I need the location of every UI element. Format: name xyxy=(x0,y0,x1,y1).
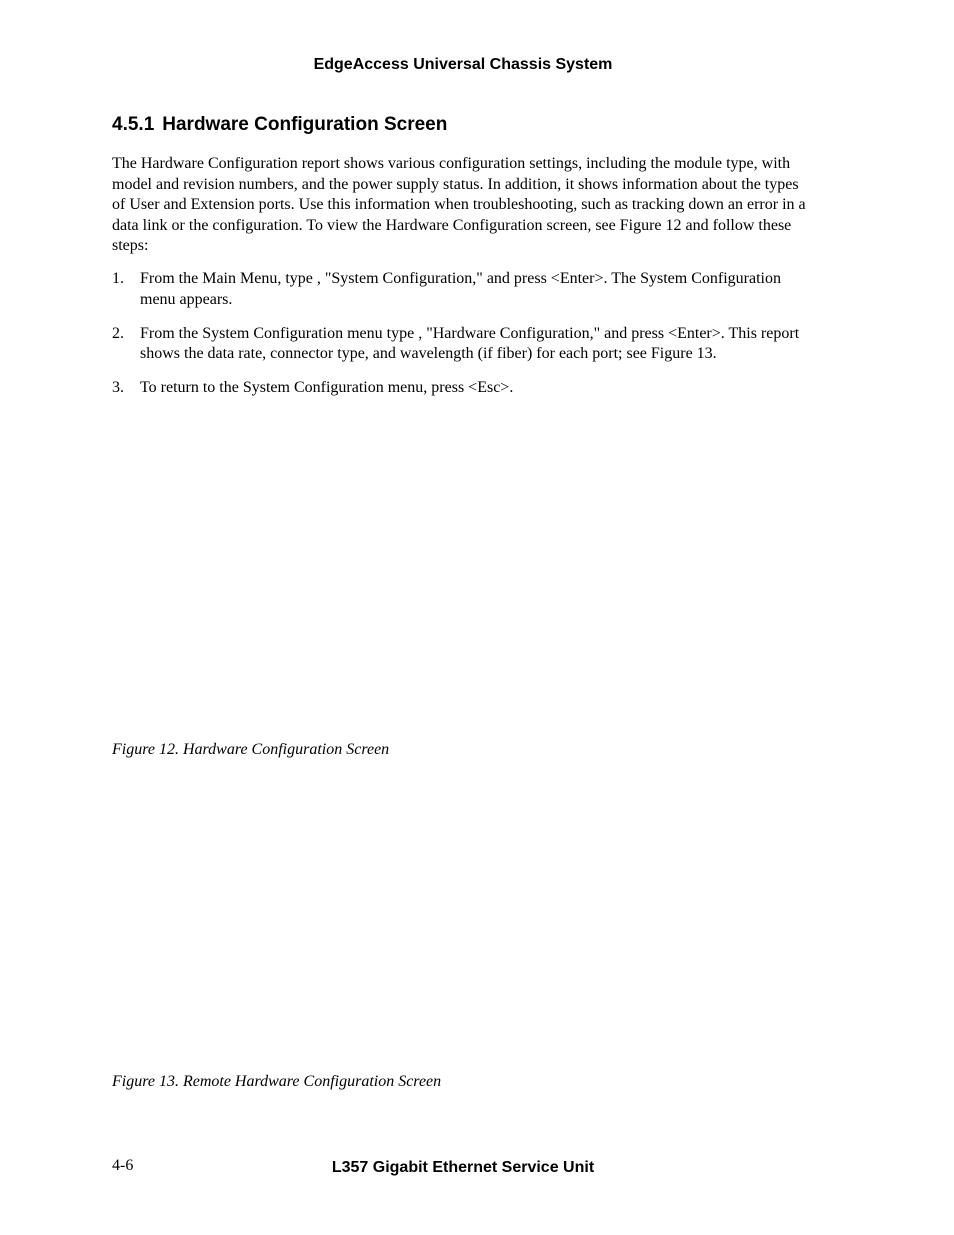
section-title: Hardware Configuration Screen xyxy=(162,114,448,135)
step-text: From the Main Menu, type , "System Configuration," and press <Enter>. The System Configuration menu appears. xyxy=(140,270,781,308)
step-text: To return to the System Configuration menu, press <Esc>. xyxy=(140,379,514,396)
running-header: EdgeAccess Universal Chassis System xyxy=(313,56,613,73)
section-number: 4.5.1 xyxy=(112,114,155,135)
running-footer: L357 Gigabit Ethernet Service Unit xyxy=(331,1159,595,1176)
steps-list xyxy=(112,269,812,412)
section-heading xyxy=(112,113,447,137)
list-item xyxy=(112,378,812,399)
page-number: 4-6 xyxy=(112,1157,134,1174)
list-item xyxy=(112,269,812,310)
intro-paragraph: The Hardware Configuration report shows various configuration settings, including the module type, with model and revision numbers, and the power supply status. In addition, it shows information about the types of User and Extension ports. Use this information when troubleshooting, such as tracking down an error in a data link or the configuration. To view the Hardware Configuration screen, see Figure 12 and follow these steps: xyxy=(112,155,806,254)
step-text: From the System Configuration menu type , "Hardware Configuration," and press <Enter>. This report shows the data rate, connector type, and wavelength (if fiber) for each port; see Figure 13. xyxy=(140,324,800,362)
step-marker: 2. xyxy=(112,324,124,342)
list-item xyxy=(112,324,812,365)
step-marker: 3. xyxy=(112,379,124,396)
figure-12-caption: Figure 12. Hardware Configuration Screen xyxy=(112,741,390,758)
step-marker: 1. xyxy=(112,270,124,287)
figure-13-caption: Figure 13. Remote Hardware Configuration Screen xyxy=(112,1073,442,1090)
